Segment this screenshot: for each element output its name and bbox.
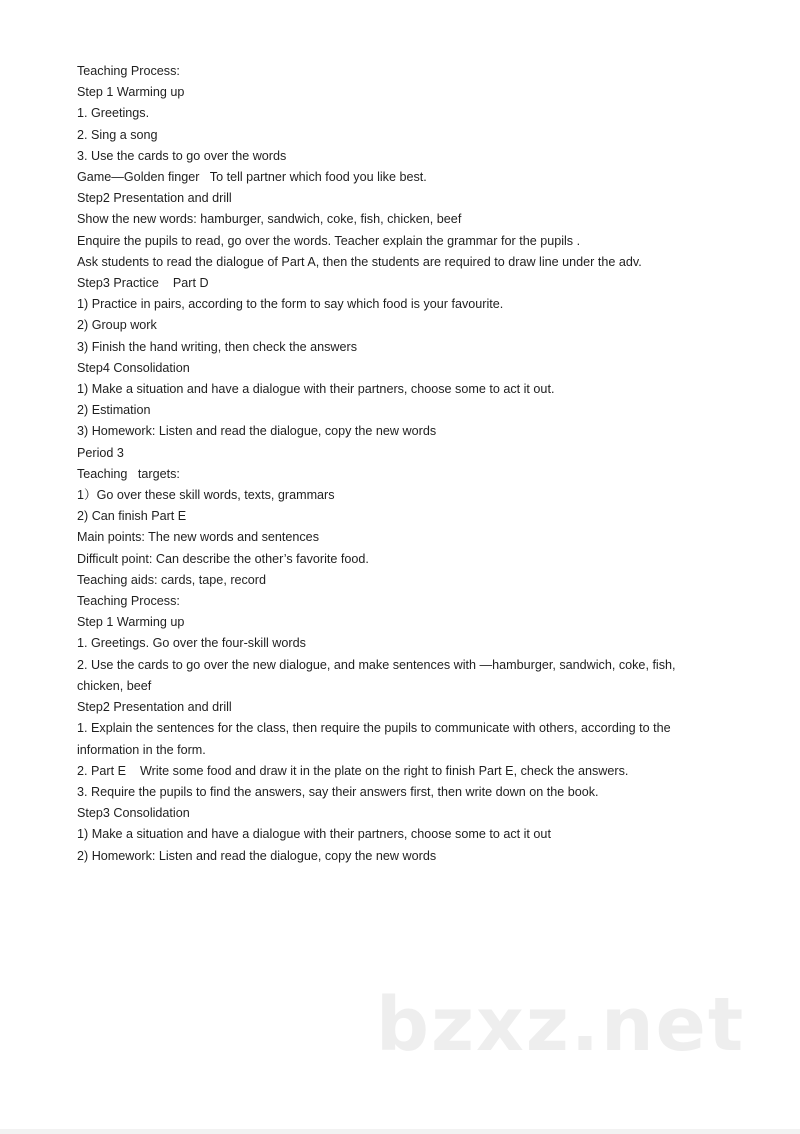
document-line: 1) Make a situation and have a dialogue with their partners, choose some to act it out <box>77 827 551 842</box>
watermark: bzxz.net <box>376 982 746 1068</box>
document-line: Main points: The new words and sentences <box>77 530 319 545</box>
document-line: Ask students to read the dialogue of Part A, then the students are required to draw line under the adv. <box>77 254 642 269</box>
document-line: 2) Homework: Listen and read the dialogue, copy the new words <box>77 848 437 863</box>
document-line: Step 1 Warming up <box>77 85 185 100</box>
document-line: 2. Sing a song <box>77 127 158 142</box>
document-line: 3) Finish the hand writing, then check the answers <box>77 339 358 354</box>
document-line: 1. Greetings. <box>77 106 150 121</box>
document-line: Difficult point: Can describe the other’s favorite food. <box>77 551 369 566</box>
document-line: Game—Golden finger To tell partner which food you like best. <box>77 170 427 185</box>
document-line: 3. Require the pupils to find the answers, say their answers first, then write down on the book. <box>77 784 599 799</box>
document-line: 1) Practice in pairs, according to the form to say which food is your favourite. <box>77 297 504 312</box>
page-bottom-edge <box>0 1129 800 1134</box>
document-line: 2. Use the cards to go over the new dialogue, and make sentences with —hamburger, sandwich, coke, fish, <box>77 657 676 672</box>
document-line: Teaching targets: <box>77 466 180 481</box>
document-line: Teaching aids: cards, tape, record <box>77 572 267 587</box>
document-line: Teaching Process: <box>77 64 180 78</box>
document-line: 3. Use the cards to go over the words <box>77 148 287 163</box>
document-line: 1) Make a situation and have a dialogue with their partners, choose some to act it out. <box>77 382 555 397</box>
document-line: Step2 Presentation and drill <box>77 700 232 715</box>
document-line: Enquire the pupils to read, go over the words. Teacher explain the grammar for the pupils . <box>77 233 581 248</box>
document-line: 2) Can finish Part E <box>77 509 187 524</box>
document-line: 1）Go over these skill words, texts, grammars <box>77 488 335 503</box>
document-line: Step4 Consolidation <box>77 360 190 375</box>
document-line: 1. Explain the sentences for the class, then require the pupils to communicate with others, according to the <box>77 721 671 736</box>
document-line: Show the new words: hamburger, sandwich, coke, fish, chicken, beef <box>77 212 462 227</box>
document-line: Period 3 <box>77 445 124 460</box>
document-line: 2) Group work <box>77 318 157 333</box>
document-line: Teaching Process: <box>77 594 180 609</box>
document-line: Step2 Presentation and drill <box>77 191 232 206</box>
document-line: 2) Estimation <box>77 403 151 418</box>
document-line: chicken, beef <box>77 678 152 693</box>
document-line: Step 1 Warming up <box>77 615 185 630</box>
document-line: Step3 Practice Part D <box>77 276 209 291</box>
document-line: information in the form. <box>77 742 206 757</box>
document-line: 2. Part E Write some food and draw it in the plate on the right to finish Part E, check the answers. <box>77 763 629 778</box>
document-line: 1. Greetings. Go over the four-skill words <box>77 636 306 651</box>
document-line: 3) Homework: Listen and read the dialogue, copy the new words <box>77 424 437 439</box>
document-line: Step3 Consolidation <box>77 806 190 821</box>
document-body <box>77 61 727 867</box>
